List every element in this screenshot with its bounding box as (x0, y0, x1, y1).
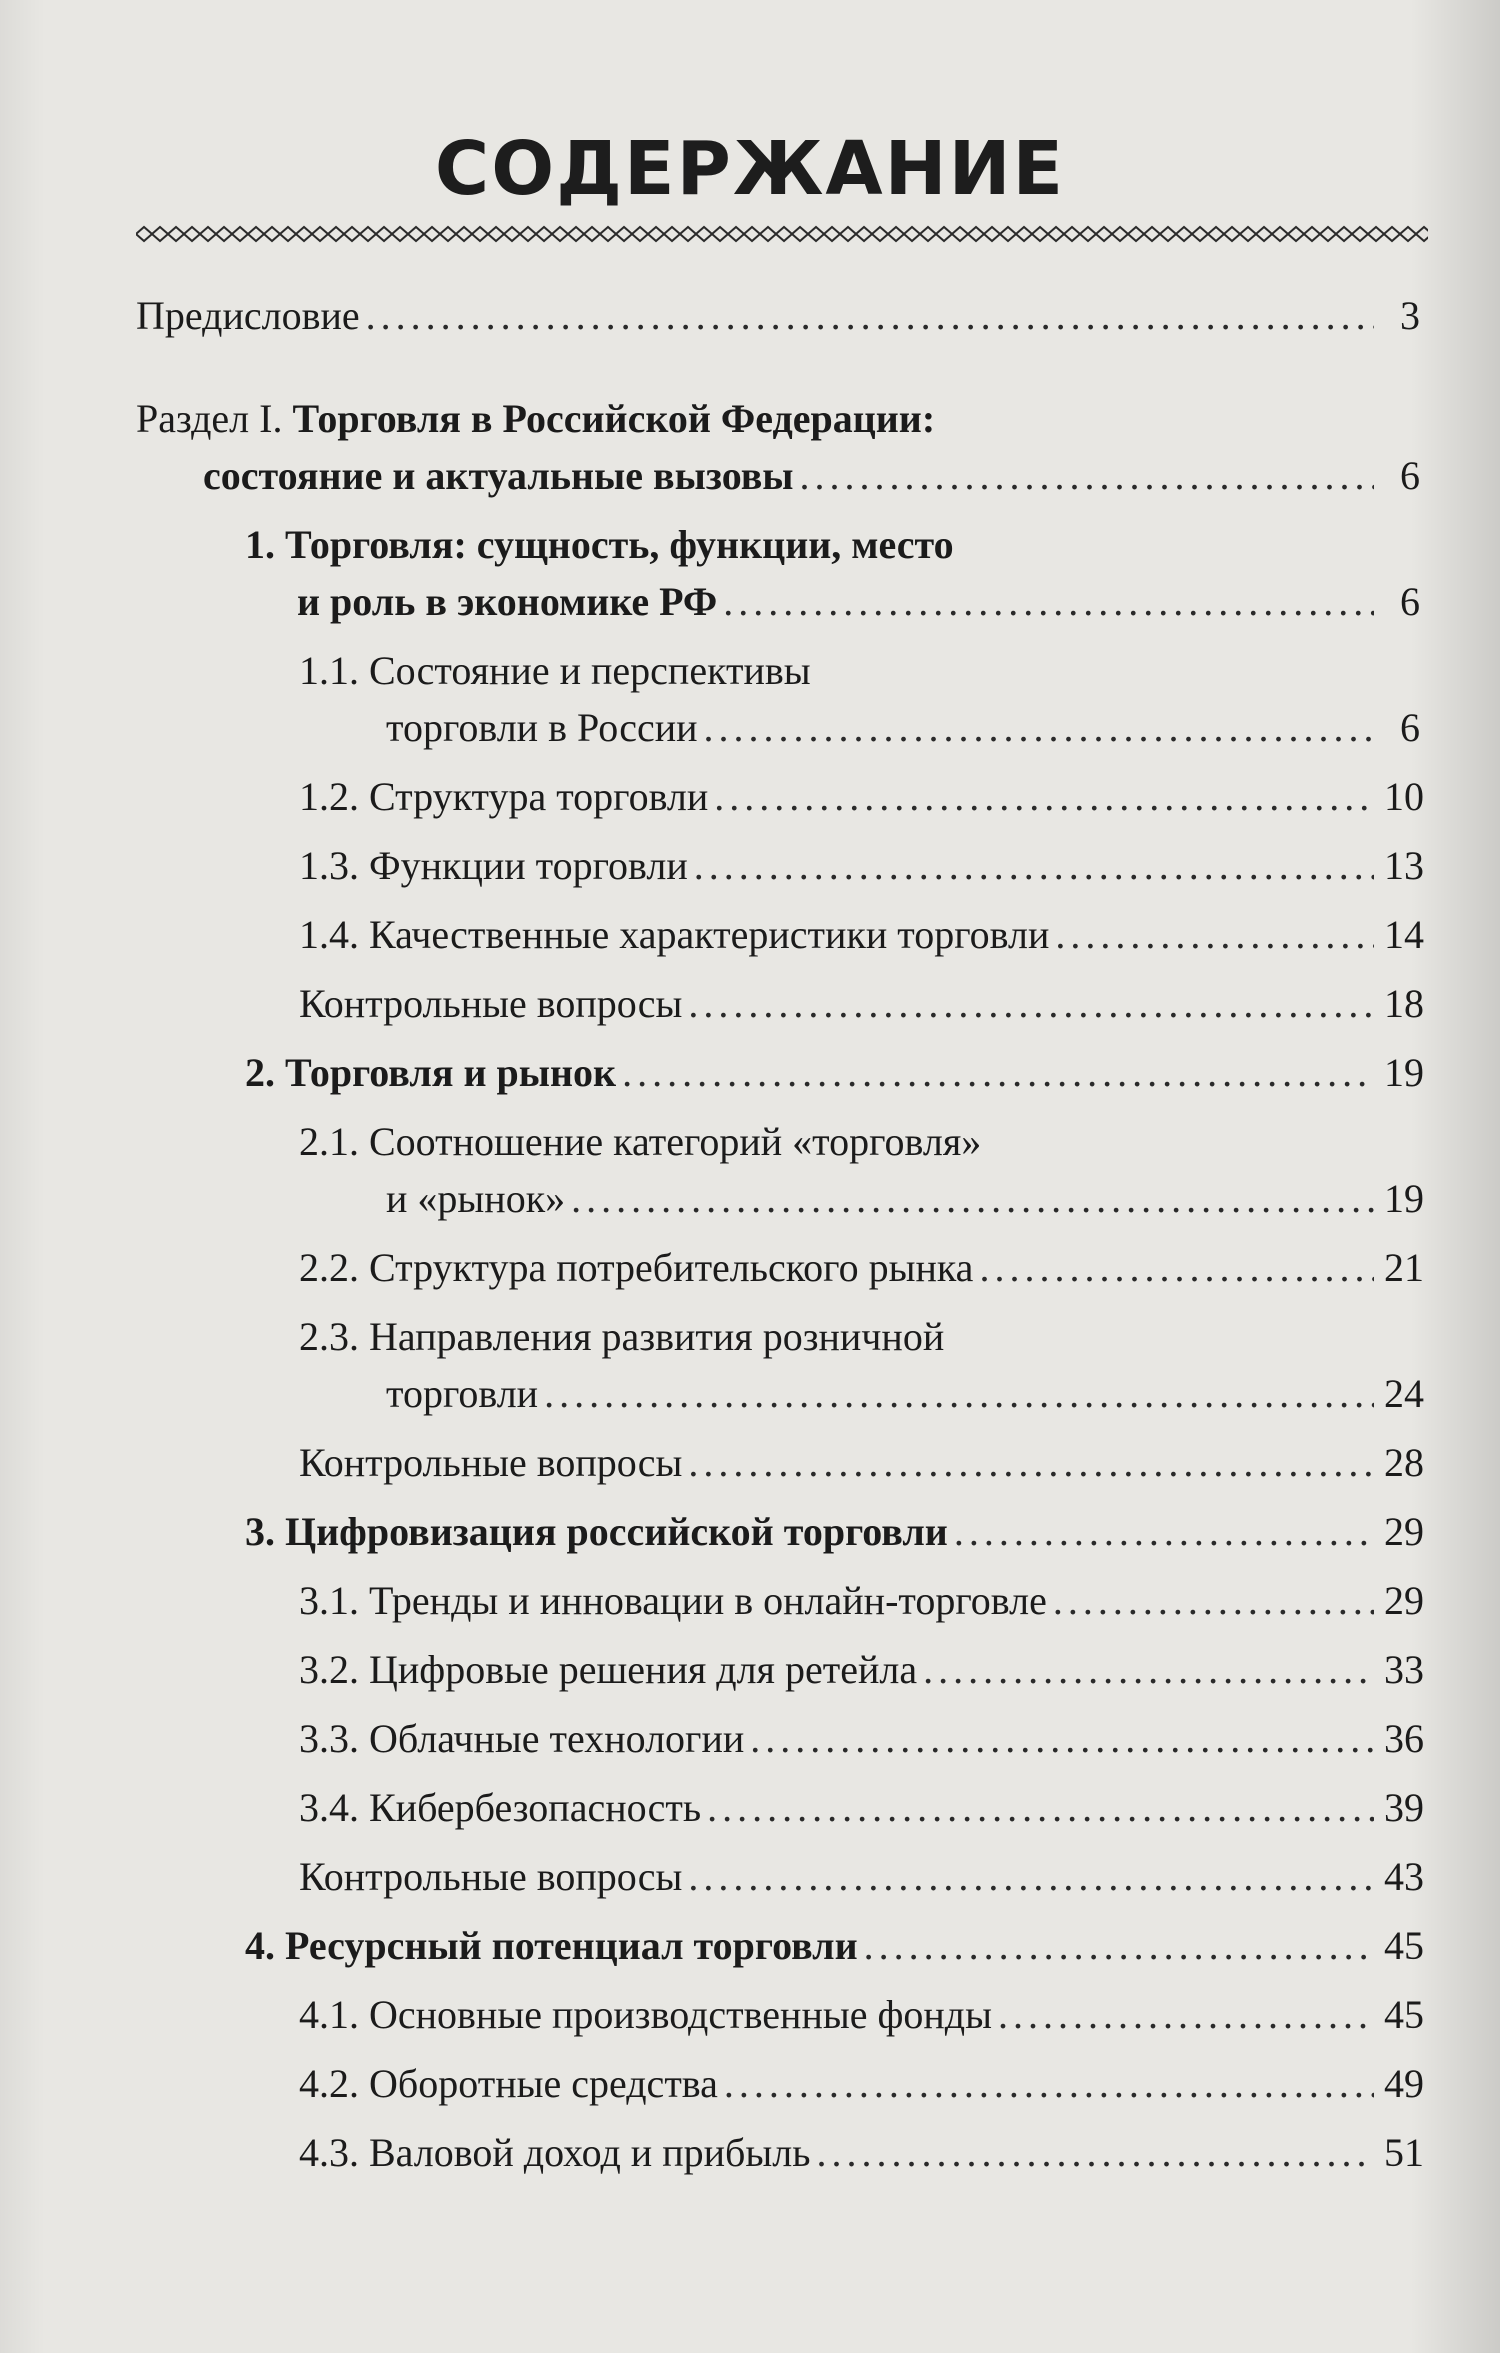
dot-leader (688, 984, 1374, 1024)
toc-page-number: 21 (1384, 1245, 1424, 1290)
page-title: СОДЕРЖАНИЕ (434, 125, 1066, 212)
section-title-line1: Торговля в Российской Федерации: (292, 396, 936, 441)
toc-entry-label: 1.3. Функции торговли (299, 843, 688, 888)
toc-page-number: 28 (1384, 1440, 1424, 1485)
toc-page-number: 14 (1384, 912, 1424, 957)
dot-leader (366, 296, 1374, 336)
toc-entry-label: 3.2. Цифровые решения для ретейла (299, 1647, 918, 1692)
dot-leader (923, 1650, 1374, 1690)
toc-entry-3-questions[interactable] (136, 1854, 1424, 1926)
toc-entry-1-2[interactable] (136, 774, 1424, 846)
toc-entry-number: 2.3. (299, 1314, 359, 1359)
dot-leader (816, 2133, 1374, 2173)
toc-entry-label: 1.4. Качественные характеристики торговли (299, 912, 1050, 957)
decorative-divider (136, 224, 1428, 244)
toc-entry-1-4[interactable] (136, 912, 1424, 984)
dot-leader (622, 1053, 1374, 1093)
dot-leader (724, 2064, 1374, 2104)
toc-page-number: 13 (1384, 843, 1424, 888)
chapter-title: 3. Цифровизация российской торговли (245, 1509, 948, 1554)
toc-page-number: 33 (1384, 1647, 1424, 1692)
toc-entry-chapter-4[interactable] (136, 1923, 1424, 1995)
toc-entry-2-questions[interactable] (136, 1440, 1424, 1512)
toc-entry-label-line1: Состояние и перспективы (369, 648, 811, 693)
toc-page-number: 19 (1384, 1050, 1424, 1095)
toc-entry-number: 2.1. (299, 1119, 359, 1164)
dot-leader (571, 1179, 1374, 1219)
chapter-title: 4. Ресурсный потенциал торговли (245, 1923, 858, 1968)
dot-leader (750, 1719, 1374, 1759)
toc-entry-label: Контрольные вопросы (299, 1854, 683, 1899)
toc-entry-label-line2: торговли (386, 1371, 539, 1416)
toc-page-number: 36 (1384, 1716, 1424, 1761)
dot-leader (979, 1248, 1374, 1288)
toc-page-number: 19 (1384, 1176, 1424, 1221)
toc-page-number: 45 (1384, 1992, 1424, 2037)
toc-entry-3-2[interactable] (136, 1647, 1424, 1719)
chapter-title-line1: 1. Торговля: сущность, функции, место (245, 522, 954, 567)
dot-leader (688, 1443, 1374, 1483)
toc-page-number: 10 (1384, 774, 1424, 819)
toc-entry-label: Предисловие (136, 293, 360, 338)
dot-leader (998, 1995, 1374, 2035)
dot-leader (1053, 1581, 1374, 1621)
toc-entry-preface[interactable] (136, 293, 1420, 365)
toc-entry-2-2[interactable] (136, 1245, 1424, 1317)
toc-entry-3-1[interactable] (136, 1578, 1424, 1650)
toc-entry-label: 4.3. Валовой доход и прибыль (299, 2130, 811, 2175)
toc-page-number: 51 (1384, 2130, 1424, 2175)
dot-leader (800, 456, 1374, 496)
dot-leader (714, 777, 1374, 817)
toc-page-number: 29 (1384, 1509, 1424, 1554)
toc-page-number: 39 (1384, 1785, 1424, 1830)
toc-entry-label-line2: и «рынок» (386, 1176, 566, 1221)
toc-entry-label-line1: Соотношение категорий «торговля» (369, 1119, 982, 1164)
toc-entry-label: 3.3. Облачные технологии (299, 1716, 745, 1761)
dot-leader (704, 708, 1374, 748)
toc-entry-chapter-3[interactable] (136, 1509, 1424, 1581)
toc-entry-3-4[interactable] (136, 1785, 1424, 1857)
dot-leader (688, 1857, 1374, 1897)
toc-entry-label: Контрольные вопросы (299, 1440, 683, 1485)
toc-page-number: 3 (1400, 293, 1420, 338)
toc-entry-2-1[interactable] (136, 1119, 1424, 1248)
toc-entry-label: 3.1. Тренды и инновации в онлайн-торговле (299, 1578, 1047, 1623)
toc-entry-section-1[interactable] (136, 396, 1420, 525)
toc-page-number: 29 (1384, 1578, 1424, 1623)
toc-entry-1-3[interactable] (136, 843, 1424, 915)
toc-entry-3-3[interactable] (136, 1716, 1424, 1788)
toc-page-number: 45 (1384, 1923, 1424, 1968)
toc-entry-2-3[interactable] (136, 1314, 1424, 1443)
toc-page-number: 6 (1400, 579, 1420, 624)
section-title-line2: состояние и актуальные вызовы (203, 453, 794, 498)
toc-page-number: 6 (1400, 705, 1420, 750)
toc-entry-1-questions[interactable] (136, 981, 1424, 1053)
toc-entry-label: Контрольные вопросы (299, 981, 683, 1026)
toc-page-number: 18 (1384, 981, 1424, 1026)
dot-leader (544, 1374, 1374, 1414)
dot-leader (707, 1788, 1374, 1828)
toc-entry-label-line1: Направления развития розничной (369, 1314, 945, 1359)
toc-entry-label: 2.2. Структура потребительского рынка (299, 1245, 974, 1290)
toc-page-number: 49 (1384, 2061, 1424, 2106)
toc-entry-number: 1.1. (299, 648, 359, 693)
toc-page-number: 6 (1400, 453, 1420, 498)
toc-entry-label: 3.4. Кибербезопасность (299, 1785, 702, 1830)
dot-leader (723, 582, 1374, 622)
toc-entry-chapter-2[interactable] (136, 1050, 1424, 1122)
toc-entry-label: 1.2. Структура торговли (299, 774, 709, 819)
toc-entry-4-3[interactable] (136, 2130, 1424, 2202)
toc-entry-4-2[interactable] (136, 2061, 1424, 2133)
dot-leader (864, 1926, 1374, 1966)
section-prefix: Раздел I. (136, 396, 283, 441)
toc-entry-1-1[interactable] (136, 648, 1420, 777)
toc-page-number: 43 (1384, 1854, 1424, 1899)
toc-entry-label-line2: торговли в России (386, 705, 698, 750)
toc-entry-4-1[interactable] (136, 1992, 1424, 2064)
toc-page-number: 24 (1384, 1371, 1424, 1416)
table-of-contents (136, 293, 1424, 2202)
toc-entry-label: 4.2. Оборотные средства (299, 2061, 718, 2106)
dot-leader (1055, 915, 1374, 955)
chapter-title: 2. Торговля и рынок (245, 1050, 617, 1095)
toc-entry-label: 4.1. Основные производственные фонды (299, 1992, 993, 2037)
dot-leader (954, 1512, 1374, 1552)
dot-leader (694, 846, 1374, 886)
chapter-title-line2: и роль в экономике РФ (297, 579, 718, 624)
toc-entry-chapter-1[interactable] (136, 522, 1420, 651)
